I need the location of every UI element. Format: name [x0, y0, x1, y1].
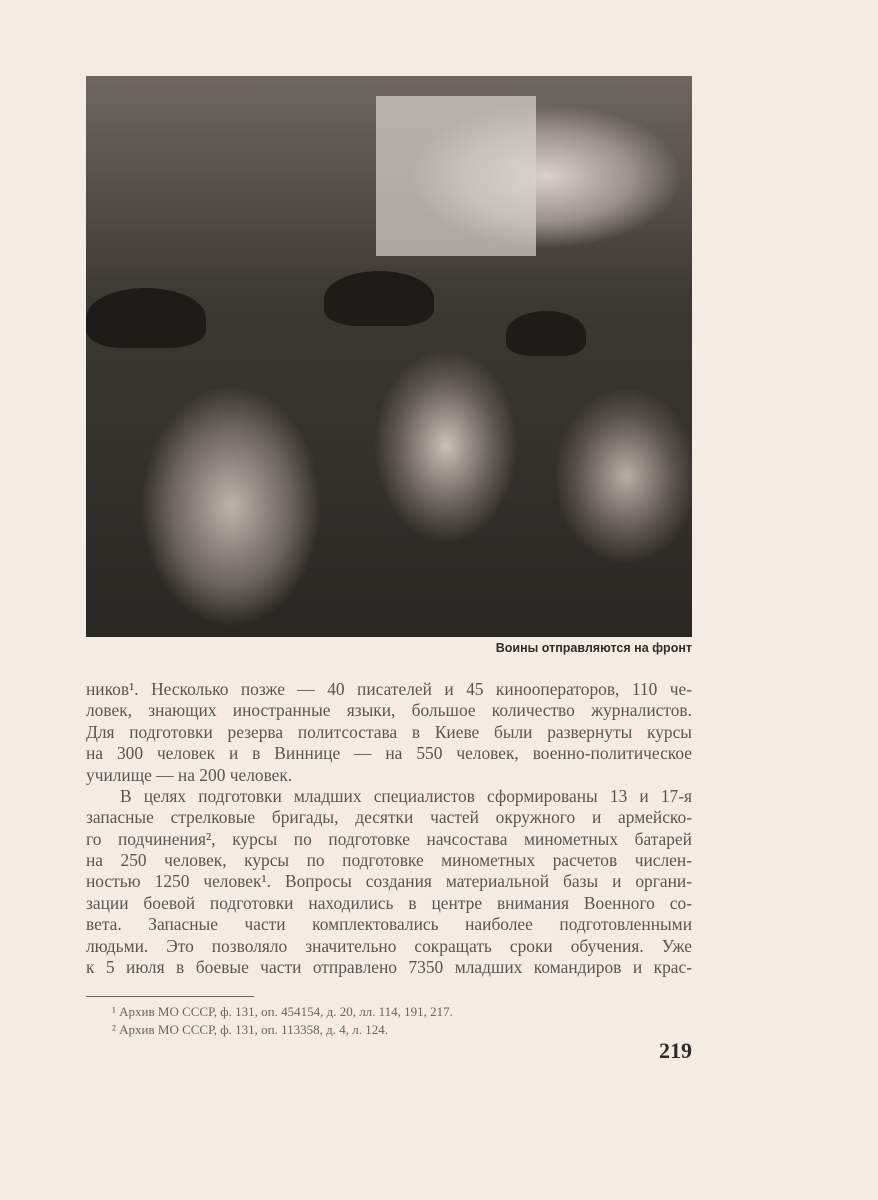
photo-cap [86, 288, 206, 348]
photograph-soldiers [86, 76, 692, 637]
body-line: зации боевой подготовки находились в центре внимания Военного со- [86, 893, 692, 913]
figure-caption: Воины отправляются на фронт [495, 641, 692, 655]
body-line: людьми. Это позволяло значительно сокращать сроки обучения. Уже [86, 936, 692, 956]
body-line: училище — на 200 человек. [86, 765, 293, 785]
body-line: вета. Запасные части комплектовались наиболее подготовленными [86, 914, 692, 934]
body-line: на 250 человек, курсы по подготовке минометных расчетов числен- [86, 850, 692, 870]
footnote: ¹ Архив МО СССР, ф. 131, оп. 454154, д. 20, лл. 114, 191, 217. [112, 1004, 453, 1019]
body-line: ников¹. Несколько позже — 40 писателей и 45 кинооператоров, 110 че- [86, 679, 692, 699]
page-number: 219 [659, 1038, 692, 1063]
footnote-rule [86, 996, 254, 997]
body-line: Для подготовки резерва политсостава в Киеве были развернуты курсы [86, 722, 692, 742]
body-line: на 300 человек и в Виннице — на 550 человек, военно-политическое [86, 743, 692, 763]
body-line: го подчинения², курсы по подготовке начсостава минометных батарей [86, 829, 692, 849]
body-line: ностью 1250 человек¹. Вопросы создания материальной базы и органи- [86, 871, 692, 891]
photo-cap [324, 271, 434, 326]
footnote: ² Архив МО СССР, ф. 131, оп. 113358, д. 4, л. 124. [112, 1022, 388, 1037]
photo-window [376, 96, 536, 256]
photo-cap [506, 311, 586, 356]
body-line: запасные стрелковые бригады, десятки частей окружного и армейско- [86, 807, 692, 827]
body-line: ловек, знающих иностранные языки, большое количество журналистов. [86, 700, 692, 720]
body-line: В целях подготовки младших специалистов сформированы 13 и 17-я [120, 786, 692, 806]
body-line: к 5 июля в боевые части отправлено 7350 младших командиров и крас- [86, 957, 692, 977]
